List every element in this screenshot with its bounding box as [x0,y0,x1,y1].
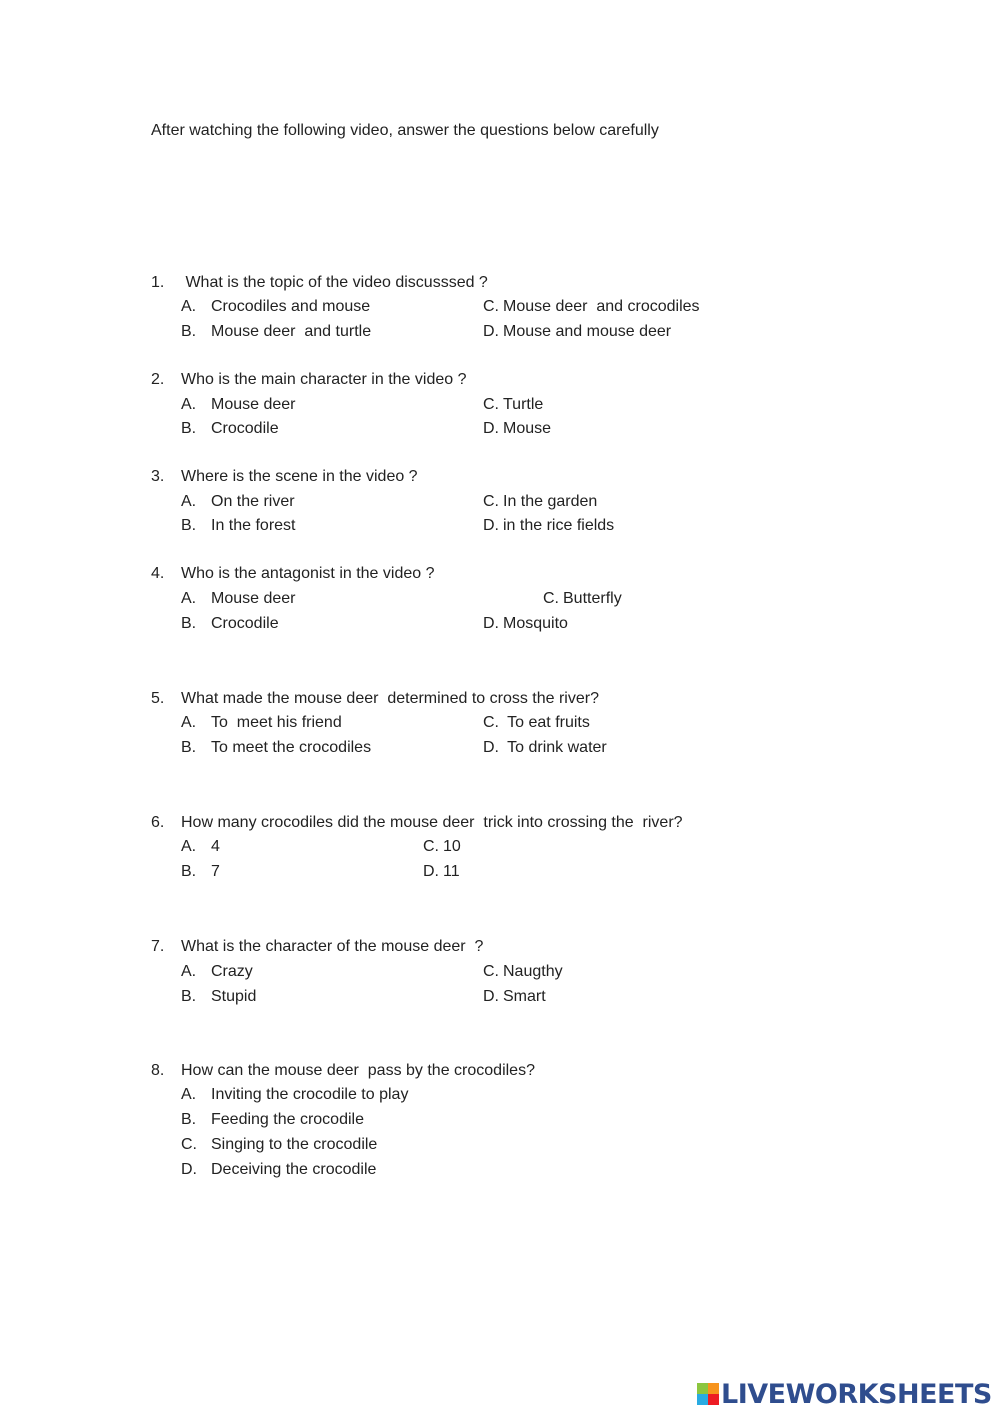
liveworksheets-logo-icon [697,1383,719,1405]
option-text: To meet the crocodiles [211,739,372,756]
option-letter: A. [181,396,197,413]
option-letter: B. [181,615,197,632]
option-letter: D. [483,323,499,340]
option-letter: A. [181,590,197,607]
option-text: Crocodile [211,420,279,437]
option-letter: A. [181,1086,197,1103]
option-text: Crocodiles and mouse [211,298,371,315]
option-letter: D. [483,615,499,632]
option-letter: D. [423,863,439,880]
option-letter: B. [181,1111,197,1128]
option-letter: D. [483,420,499,437]
option-letter: A. [181,493,197,510]
instructions-text: After watching the following video, answer the questions below carefully [151,122,659,139]
option-text: In the forest [211,517,296,534]
option-text: 7 [211,863,220,880]
option-text: In the garden [503,493,598,510]
option-letter: C. [423,838,439,855]
question-text: Who is the antagonist in the video ? [181,565,435,582]
option-letter: B. [181,863,197,880]
option-letter: B. [181,988,197,1005]
question-number: 7. [151,938,165,955]
question-number: 2. [151,371,165,388]
option-text: Mouse deer and turtle [211,323,372,340]
option-letter: C. [483,963,499,980]
option-text: Mouse deer and crocodiles [503,298,700,315]
option-letter: C. [181,1136,197,1153]
option-text: To meet his friend [211,714,342,731]
option-letter: C. [543,590,559,607]
option-text: Mouse deer [211,396,296,413]
option-letter: A. [181,963,197,980]
question-text: Where is the scene in the video ? [181,468,418,485]
question-number: 8. [151,1062,165,1079]
option-text: Mouse and mouse deer [503,323,672,340]
question-number: 3. [151,468,165,485]
logo-square-green [697,1383,708,1394]
option-letter: D. [483,988,499,1005]
liveworksheets-logo [697,1378,992,1410]
option-text: Turtle [503,396,544,413]
option-text: in the rice fields [503,517,615,534]
option-text: 10 [443,838,461,855]
option-text: Stupid [211,988,257,1005]
option-text: Mouse [503,420,552,437]
option-text: 11 [443,863,460,880]
option-text: Crocodile [211,615,279,632]
option-text: Butterfly [563,590,622,607]
question-number: 6. [151,814,165,831]
option-text: 4 [211,838,220,855]
question-text: What made the mouse deer determined to cross the river? [181,690,599,707]
question-number: 4. [151,565,165,582]
option-letter: B. [181,323,197,340]
option-letter: B. [181,739,197,756]
option-letter: D. [181,1161,197,1178]
option-letter: A. [181,838,197,855]
option-text: Naugthy [503,963,563,980]
question-text: What is the topic of the video discusssed ? [181,274,488,291]
option-letter: B. [181,517,197,534]
option-text: Smart [503,988,546,1005]
option-letter: A. [181,714,197,731]
option-letter: D. [483,517,499,534]
question-text: What is the character of the mouse deer ? [181,938,484,955]
option-text: Mosquito [503,615,568,632]
option-letter: C. [483,493,499,510]
option-letter: C. [483,714,499,731]
question-number: 5. [151,690,165,707]
question-text: Who is the main character in the video ? [181,371,467,388]
logo-square-red [708,1394,719,1405]
option-letter: C. [483,298,499,315]
option-text: Crazy [211,963,253,980]
option-letter: A. [181,298,197,315]
option-text: On the river [211,493,295,510]
option-letter: D. [483,739,499,756]
logo-text: LIVEWORKSHEETS [721,1378,992,1410]
option-text: Deceiving the crocodile [211,1161,377,1178]
option-text: Feeding the crocodile [211,1111,364,1128]
option-text: Mouse deer [211,590,296,607]
logo-square-orange [708,1383,719,1394]
option-letter: C. [483,396,499,413]
question-number: 1. [151,274,165,291]
option-text: Inviting the crocodile to play [211,1086,409,1103]
option-text: To drink water [503,739,607,756]
logo-square-blue [697,1394,708,1405]
question-text: How many crocodiles did the mouse deer trick into crossing the river? [181,814,683,831]
question-text: How can the mouse deer pass by the crocodiles? [181,1062,535,1079]
option-text: Singing to the crocodile [211,1136,378,1153]
option-letter: B. [181,420,197,437]
option-text: To eat fruits [503,714,590,731]
